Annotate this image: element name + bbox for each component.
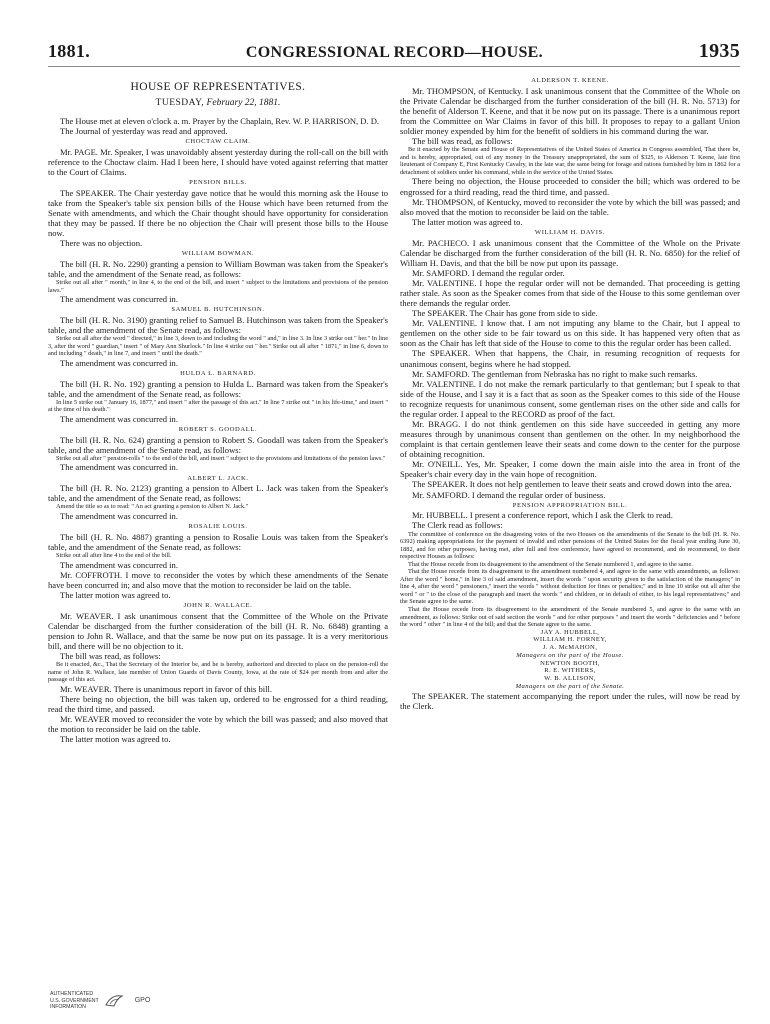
gpo-mark: GPO	[134, 997, 151, 1005]
amendment-text: Strike out all after line 4 to the end of the bill.	[56, 552, 172, 559]
paragraph: Mr. O'NEILL. Yes, Mr. Speaker, I come down the main aisle into the area in front of the Speaker's chair every day in the vain hope of recognition.	[400, 459, 740, 480]
paragraph: There was no objection.	[60, 238, 143, 249]
paragraph: The SPEAKER. The statement accompanying the report under the rules, will now be read by the Clerk.	[400, 690, 740, 711]
right-column	[400, 75, 740, 1001]
text-columns	[48, 75, 740, 1001]
left-column	[48, 75, 388, 1001]
section-heading: SAMUEL B. HUTCHINSON.	[171, 306, 265, 314]
paragraph: The bill (H. R. No. 624) granting a pension to Robert S. Goodall was taken from the Speaker's table, and the amendment of the Senate read, as follows:	[48, 434, 388, 455]
paragraph: The bill (H. R. No. 4887) granting a pension to Rosalie Louis was taken from the Speaker's table, and the amendment of the Senate read, as follows:	[48, 531, 388, 552]
house-title: HOUSE OF REPRESENTATIVES.	[130, 81, 306, 93]
amendment-text: Strike out all after " month," in line 4, to the end of the bill, and insert " subject to the limitations and provisions of the pension laws."	[48, 279, 388, 294]
paragraph: The SPEAKER. The Chair has gone from side to side.	[412, 308, 598, 319]
paragraph: The SPEAKER. It does not help gentlemen to leave their seats and crowd down into the area.	[412, 479, 732, 490]
gpo-seal-text	[50, 991, 99, 1010]
session-date	[48, 98, 388, 109]
paragraph: Mr. PACHECO. I ask unanimous consent that the Committee of the Whole on the Private Calendar be discharged from the further consideration of the bill (H. R. No. 6850) for the relief of William H. Davis, and that the bill be now put upon its passage.	[400, 237, 740, 268]
paragraph: There being no objection, the bill was taken up, ordered to be engrossed for a third reading, read the third time, and passed.	[48, 693, 388, 714]
paragraph: The amendment was concurred in.	[60, 357, 178, 368]
section-heading: PENSION BILLS.	[189, 178, 247, 186]
paragraph: There being no objection, the House proceeded to consider the bill; which was ordered to be engrossed for a third reading, read the third time, and passed.	[400, 176, 740, 197]
paragraph: The amendment was concurred in.	[60, 462, 178, 473]
report-text: That the House recede from its disagreement to the amendment of the Senate numbered 5, and agree to the same with an amendment, as follows: Strike out of said section the words " and for other purposes " and insert the words " deficiencies and " before the word " other " in line 4 of the bill; and that the Senate agree to the same.	[400, 606, 740, 629]
paragraph: The bill (H. R. No. 192) granting a pension to Hulda L. Barnard was taken from the Speaker's table, and the amendment of the Senate read, as follows:	[48, 378, 388, 399]
paragraph: Mr. VALENTINE. I hope the regular order will not be demanded. That proceeding is getting rather stale. As soon as the Speaker comes from that side of the House to this some gentleman over there demands the regular order.	[400, 277, 740, 309]
paragraph: The Clerk read as follows:	[412, 520, 503, 531]
section-heading: WILLIAM H. DAVIS.	[534, 228, 606, 236]
paragraph: Mr. THOMPSON, of Kentucky, moved to reconsider the vote by which the bill was passed; and also moved that the motion to reconsider be laid on the table.	[400, 196, 740, 217]
eagle-icon	[104, 993, 124, 1009]
section-heading: ROBERT S. GOODALL.	[178, 425, 258, 433]
signature-name: R. E. WITHERS,	[544, 667, 596, 675]
paragraph: Mr. WEAVER moved to reconsider the vote by which the bill was passed; and also moved that the motion to reconsider be laid on the table.	[48, 713, 388, 734]
section-heading: WILLIAM BOWMAN.	[181, 250, 255, 258]
report-text: The committee of conference on the disagreeing votes of the two Houses on the amendments of the Senate to the bill (H. R. No. 6392) making appropriations for the payment of invalid and other pensions of the United States for the fiscal year ending June 30, 1882, and for other purposes, having met, after full and free conference, have agreed to recommend, and do recommend, to their respective Houses as follows:	[400, 530, 740, 561]
signature-name: J. A. McMAHON,	[542, 644, 598, 652]
section-heading: CHOCTAW CLAIM.	[185, 137, 251, 145]
paragraph: The bill was read, as follows:	[60, 650, 161, 661]
paragraph: The amendment was concurred in.	[60, 559, 178, 570]
paragraph: Mr. VALENTINE. I know that. I am not imputing any blame to the Chair, but I appeal to gentlemen on the other side to be fair toward us on this side. It has happened very often that as soon as the Chair has left that side of the House to come to this the regular order has been called.	[400, 318, 740, 349]
amendment-text: Strike out all after " pension-rolls " to the end of the bill, and insert " subject to the provisions and limitations of the pension laws."	[56, 454, 386, 462]
paragraph: Mr. BRAGG. I do not think gentlemen on this side have succeeded in getting any more measures through by unanimous consent than gentlemen on the other. In my neighborhood the complaint is that certain gentlemen leave their seats and come down to the center for the purpose of obtaining recognition.	[400, 418, 740, 460]
paragraph: The SPEAKER. When that happens, the Chair, in resuming recognition of requests for unanimous consent, begins where he had stopped.	[400, 348, 740, 369]
paragraph: Mr. WEAVER. There is unanimous report in favor of this bill.	[60, 683, 272, 694]
signature-name: JAY A. HUBBELL,	[540, 628, 600, 636]
amendment-text: Strike out all after the word " directed," in line 3, down to and including the word " and," in line 3. In line 3 strike out " her." In line 3, after the word " guardian," insert " of Mary Ann Shurlock." In line 4 strike out " her." Strike out all after " 1871," in line 6, down to and including " death," in line 7, and insert " until the death."	[48, 335, 388, 358]
section-heading: ALBERT L. JACK.	[187, 474, 249, 482]
paragraph: The bill (H. R. No. 2290) granting a pension to William Bowman was taken from the Speaker's table, and the amendment of the Senate read, as follows:	[48, 258, 388, 279]
section-heading: PENSION APPROPRIATION BILL.	[512, 501, 628, 509]
gpo-seal-line: INFORMATION	[50, 1003, 86, 1010]
section-heading: ALDERSON T. KEENE.	[531, 77, 609, 84]
paragraph: Mr. PAGE. Mr. Speaker, I was unavoidably absent yesterday during the roll-call on the bill with reference to the Choctaw claim. Had I been here, I should have voted against referring that matter to the Court of Claims.	[48, 146, 388, 177]
paragraph: The bill (H. R. No. 2123) granting a pension to Albert L. Jack was taken from the Speaker's table, and the amendment of the Senate read, as follows:	[48, 483, 388, 504]
signature-role: Managers on the part of the House.	[516, 651, 624, 659]
signature-name: W. B. ALLISON,	[544, 675, 596, 683]
paragraph: The Journal of yesterday was read and approved.	[60, 125, 228, 136]
header-year: 1881.	[48, 41, 90, 61]
paragraph: Mr. VALENTINE. I do not make the remark particularly to that gentleman; but I speak to that side of the House, and I say it is a fact that as soon as the Speaker comes to this side of the House to recognize requests for unanimous consent, some gentleman rises on the other side and calls for the regular order. I appeal to the RECORD as proof of the fact.	[400, 378, 740, 419]
header-title: CONGRESSIONAL RECORD—HOUSE.	[245, 44, 543, 61]
bill-text: Be it enacted, &c., That the Secretary of the Interior be, and he is hereby, authorized and directed to place on the pension-roll the name of John R. Wallace, late member of Union Guards of Davis County, Iowa, at the rate of $24 per month from and after the passage of this act.	[48, 661, 388, 684]
session-date-text: February 22, 1881.	[206, 97, 281, 108]
paragraph: Mr. SAMFORD. I demand the regular order of business.	[412, 489, 606, 500]
paragraph: Mr. HUBBELL. I present a conference report, which I ask the Clerk to read.	[412, 510, 673, 521]
signature-role: Managers on the part of the Senate.	[515, 683, 625, 690]
paragraph: The bill (H. R. No. 3190) granting relief to Samuel B. Hutchinson was taken from the Speaker's table, and the amendment of the Senate read, as follows:	[48, 315, 388, 336]
paragraph: Mr. THOMPSON, of Kentucky. I ask unanimous consent that the Committee of the Whole on the Private Calendar be discharged from the further consideration of the bill (H. R. No. 5713) for the benefit of Alderson T. Keene, and that it be now put on its passage. There is a unanimous report from the Committee on War Claims in favor of this bill. It proposes to repay to a gallant Union soldier money expended by him for the benefit of soldiers in his command during the war.	[400, 85, 740, 137]
gpo-seal-line: AUTHENTICATED	[50, 991, 94, 998]
paragraph: Mr. SAMFORD. The gentleman from Nebraska has no right to make such remarks.	[412, 368, 698, 379]
paragraph: The amendment was concurred in.	[60, 294, 178, 305]
section-heading: JOHN R. WALLACE.	[183, 601, 253, 609]
paragraph: The House met at eleven o'clock a. m. Prayer by the Chaplain, Rev. W. P. HARRISON, D. D.	[60, 115, 380, 126]
paragraph: The bill was read, as follows:	[412, 136, 513, 147]
paragraph: The amendment was concurred in.	[60, 413, 178, 424]
page-header	[48, 40, 740, 67]
amendment-text: In line 5 strike out " January 16, 1877," and insert " after the passage of this act." In line 7 strike out " in his life-time," and insert " at the time of his death."	[48, 398, 388, 414]
paragraph: Mr. WEAVER. I ask unanimous consent that the Committee of the Whole on the Private Calendar be discharged from the further consideration of the bill (H. R. No. 6848) granting a pension to John R. Wallace, and that the same be now put on its passage. It is a very meritorious bill, and there will be no objection to it.	[48, 610, 388, 651]
gpo-authentication-seal	[50, 991, 150, 1010]
signature-name: NEWTON BOOTH,	[540, 659, 600, 667]
report-text: That the House recede from its disagreement to the amendment numbered 4, and agree to the same with amendments, as follows: After the word " home," in line 3 of said amendment, insert the words " upon security given to the satisfaction of the managers;" in line 4, after the word " pensioners," insert the words " without deduction for fines or penalties;" and in line 10 strike out all after the word " or " to the close of the paragraph and insert the words " and children, or in default of either, to his legal representatives;" and the Senate agree to the same.	[400, 568, 740, 606]
gpo-seal-line: U.S. GOVERNMENT	[50, 997, 99, 1004]
paragraph: The latter motion was agreed to.	[412, 216, 523, 227]
signature-name: WILLIAM H. FORNEY,	[533, 636, 607, 644]
paragraph: The latter motion was agreed to.	[60, 734, 171, 745]
bill-text: Be it enacted by the Senate and House of Representatives of the United States of America in Congress assembled, That there be, and is hereby, appropriated, out of any money in the Treasury unappropriated, the sum of $325, to Alderson T. Keene, late first lieutenant of Company E, First Kentucky Cavalry, in the late war, the same being for forage and rations furnished by him in 1862 for a detachment of soldiers under his command, while in the service of the United States.	[400, 146, 740, 176]
session-day: TUESDAY,	[155, 97, 205, 108]
paragraph: Mr. SAMFORD. I demand the regular order.	[412, 267, 565, 278]
header-page-number: 1935	[698, 40, 740, 62]
paragraph: The amendment was concurred in.	[60, 511, 178, 521]
section-heading: ROSALIE LOUIS.	[188, 523, 248, 531]
paragraph: The latter motion was agreed to.	[60, 589, 171, 600]
section-heading: HULDA L. BARNARD.	[180, 369, 256, 377]
report-text: That the House recede from its disagreement to the amendment of the Senate numbered 1, and agree to the same.	[408, 560, 693, 568]
amendment-text: Amend the title so as to read: " An act granting a pension to Albert N. Jack."	[56, 503, 249, 511]
paragraph: Mr. COFFROTH. I move to reconsider the votes by which these amendments of the Senate have been concurred in; and also move that the motion to reconsider be laid on the table.	[48, 569, 388, 590]
paragraph: The SPEAKER. The Chair yesterday gave notice that he would this morning ask the House to take from the Speaker's table six pension bills of the House which have been returned from the Senate with amendments, and which the Chair thought should have opportunity for consideration that they may be passed. If there be no objection the Chair will present those bills to the House now.	[48, 187, 388, 238]
